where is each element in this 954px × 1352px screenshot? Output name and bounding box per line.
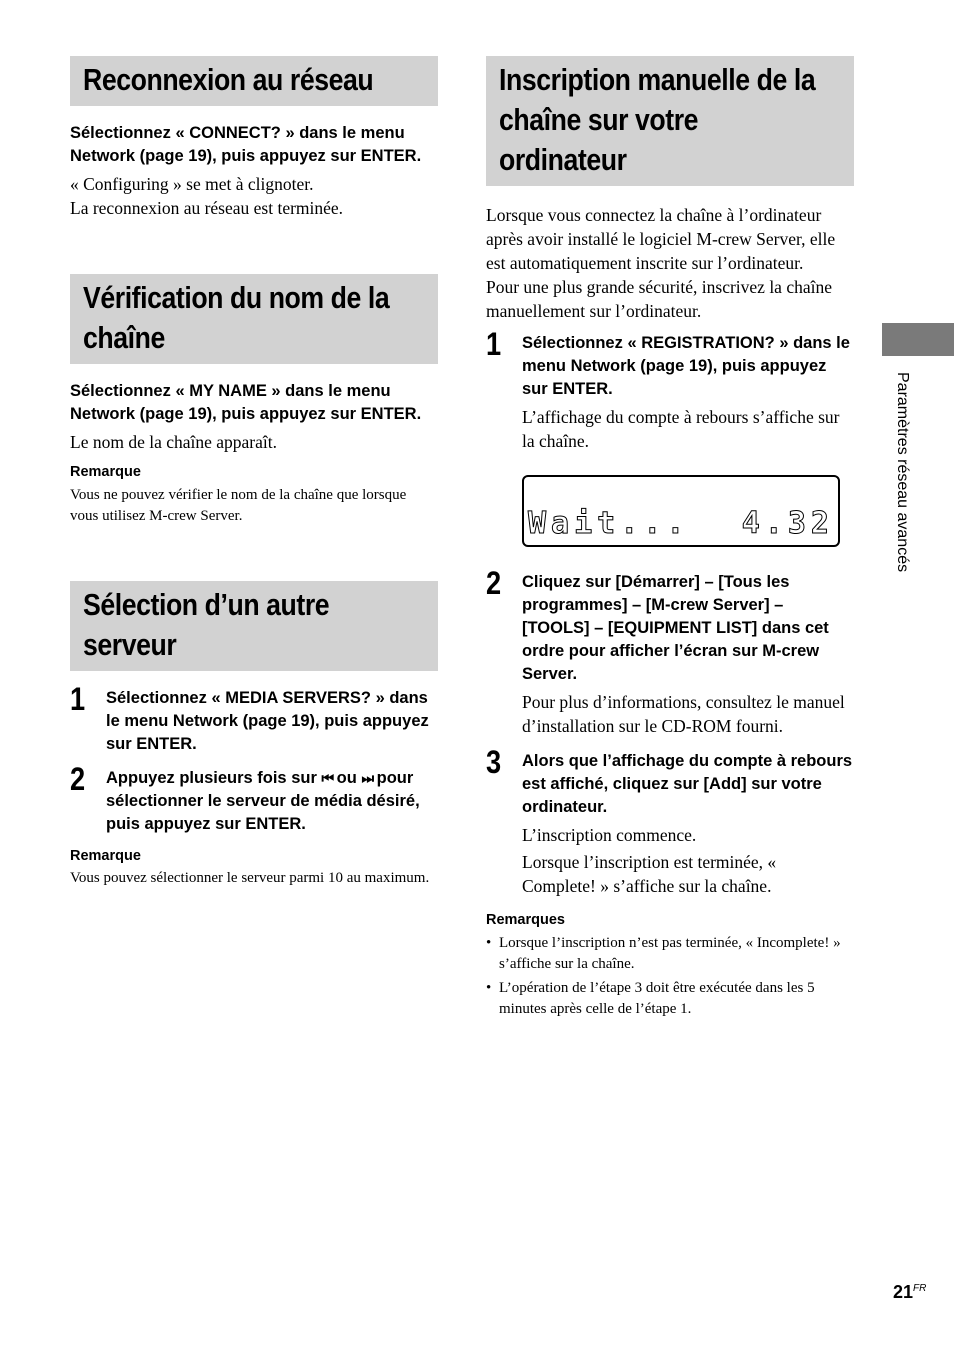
step-body: Pour plus d’informations, consultez le manuel d’installation sur le CD-ROM fourni. <box>522 692 845 736</box>
step-instruction: Sélectionnez « REGISTRATION? » dans le menu Network (page 19), puis appuyez sur ENTER. <box>522 334 850 398</box>
step-number: 2 <box>486 565 502 601</box>
section-heading-inscription: Inscription manuelle de la chaîne sur votre ordinateur <box>486 56 854 186</box>
note-title: Remarque <box>70 464 141 480</box>
step-instruction: Cliquez sur [Démarrer] – [Tous les programmes] – [M-crew Server] – [TOOLS] – [EQUIPMENT LIST] dans cet ordre pour afficher l’écran sur M-crew Server. <box>522 573 829 683</box>
step-body: Lorsque l’inscription est terminée, « Complete! » s’affiche sur la chaîne. <box>522 852 777 896</box>
step-1 <box>486 326 854 453</box>
step-instruction: Alors que l’affichage du compte à rebours est affiché, cliquez sur [Add] sur votre ordinateur. <box>522 752 853 816</box>
left-column <box>70 56 438 889</box>
step-body: L’inscription commence. <box>522 825 697 845</box>
step-number: 3 <box>486 744 502 780</box>
step-1 <box>70 681 438 756</box>
section-heading-selection: Sélection d’un autre serveur <box>70 581 438 671</box>
section-heading-verification: Vérification du nom de la chaîne <box>70 274 438 364</box>
step-number: 1 <box>486 326 502 362</box>
step-number: 2 <box>70 761 86 797</box>
list-item: • L’opération de l’étape 3 doit être exécutée dans les 5 minutes après celle de l’étape 1. <box>486 978 854 1020</box>
right-column <box>486 56 854 1023</box>
list-item: • Lorsque l’inscription n’est pas terminée, « Incomplete! » s’affiche sur la chaîne. <box>486 933 854 975</box>
step-instruction: Appuyez plusieurs fois sur ⏮ ou ⏭ pour sélectionner le serveur de média désiré, puis appuyez sur ENTER. <box>106 769 420 833</box>
instruction-connect: Sélectionnez « CONNECT? » dans le menu Network (page 19), puis appuyez sur ENTER. <box>70 124 422 165</box>
lcd-display <box>522 475 840 547</box>
skip-next-icon: ⏭ <box>361 770 373 786</box>
lcd-status-text: Wait... <box>528 506 690 541</box>
body-text: Le nom de la chaîne apparaît. <box>70 432 277 452</box>
lcd-countdown: 4.32 <box>741 506 834 541</box>
intro-text: Pour une plus grande sécurité, inscrivez la chaîne manuellement sur l’ordinateur. <box>486 277 832 321</box>
skip-previous-icon: ⏮ <box>321 770 333 786</box>
step-2 <box>486 565 854 738</box>
body-text: La reconnexion au réseau est terminée. <box>70 198 344 218</box>
instruction-my-name: Sélectionnez « MY NAME » dans le menu Network (page 19), puis appuyez sur ENTER. <box>70 382 422 423</box>
body-text: « Configuring » se met à clignoter. <box>70 174 314 194</box>
intro-text: Lorsque vous connectez la chaîne à l’ordinateur après avoir installé le logiciel M-crew Server, elle est automatiquement inscrite sur l’ordinateur. <box>486 205 836 273</box>
chapter-tab-marker <box>882 323 954 356</box>
step-2 <box>70 761 438 836</box>
note-text: Vous pouvez sélectionner le serveur parmi 10 au maximum. <box>70 870 430 886</box>
notes-title: Remarques <box>486 912 565 928</box>
notes-list <box>486 933 854 1020</box>
step-number: 1 <box>70 681 86 717</box>
step-instruction: Sélectionnez « MEDIA SERVERS? » dans le menu Network (page 19), puis appuyez sur ENTER. <box>106 689 429 753</box>
step-body: L’affichage du compte à rebours s’affiche sur la chaîne. <box>522 407 840 451</box>
step-3 <box>486 744 854 898</box>
chapter-side-label: Paramètres réseau avancés <box>894 372 911 573</box>
section-heading-reconnexion: Reconnexion au réseau <box>70 56 438 106</box>
note-text: Vous ne pouvez vérifier le nom de la chaîne que lorsque vous utilisez M-crew Server. <box>70 487 407 524</box>
page-number: $21^{FR}$ <box>893 1282 927 1302</box>
note-title: Remarque <box>70 848 141 864</box>
